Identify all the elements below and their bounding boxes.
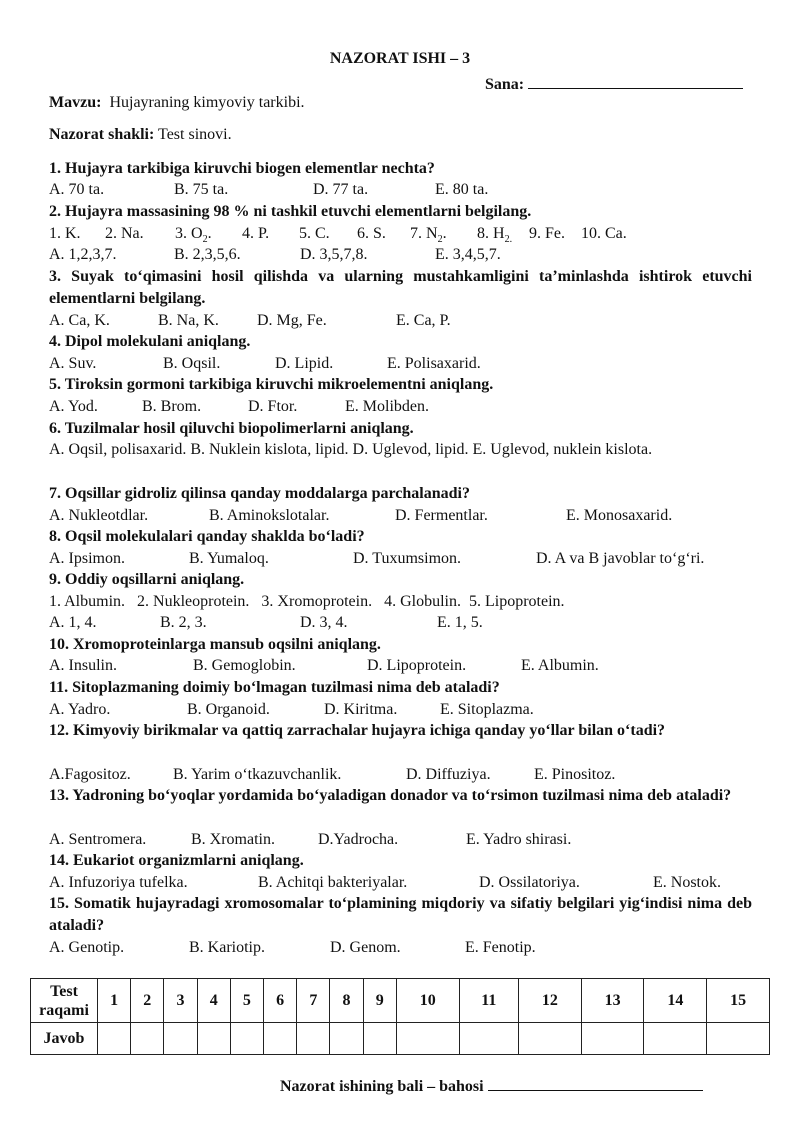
option: A. Ipsimon. [49,550,125,567]
answer-cell[interactable] [98,1023,131,1055]
form-line [49,126,232,144]
question-5: 5. Tiroksin gormoni tarkibiga kiruvchi mikroelementni aniqlang. [49,376,494,393]
topic-line [49,94,305,112]
question-4: 4. Dipol molekulani aniqlang. [49,333,251,350]
option: A. Genotip. [49,939,125,956]
score-blank-line [488,1076,703,1091]
answer-cell[interactable] [459,1023,518,1055]
option: E. Fenotip. [465,939,536,956]
option: E. Polisaxarid. [387,355,481,372]
option: D. Tuxumsimon. [353,550,462,567]
question-number-cell: 3 [164,979,197,1023]
list-item: 1. K. [49,225,81,242]
question-11: 11. Sitoplazmaning doimiy bo‘lmagan tuzilmasi nima deb ataladi? [49,679,500,696]
options-9 [49,612,759,634]
question-3: 3. Suyak to‘qimasini hosil qilishda va ularning mustahkamligini ta’minlashda ishtirok etuvchi elementlarni belgilang. [49,268,752,307]
option: E. Monosaxarid. [566,507,673,524]
option: E. Sitoplazma. [440,701,534,718]
options-1 [49,179,759,201]
option: A.Fagositoz. [49,766,131,783]
question-number-cell: 15 [707,979,770,1023]
option: E. 3,4,5,7. [435,246,501,263]
option: D. 3, 4. [300,614,348,631]
options-8 [49,548,759,570]
option: B. Kariotip. [189,939,265,956]
question-8: 8. Oqsil molekulalari qanday shaklda bo‘ladi? [49,528,365,545]
question-12: 12. Kimyoviy birikmalar va qattiq zarrachalar hujayra ichiga qanday yo‘llar bilan o‘tadi? [49,722,666,739]
list-item: 2. Na. [105,225,144,242]
option: A. Sentromera. [49,831,147,848]
option: D. Kiritma. [324,701,398,718]
option: A. Nukleotdlar. [49,507,149,524]
answer-cell[interactable] [230,1023,263,1055]
answer-cell[interactable] [264,1023,297,1055]
test-number-label: Test raqami [31,979,98,1023]
answer-cell[interactable] [330,1023,363,1055]
option: A. Ca, K. [49,312,110,329]
answer-cell[interactable] [644,1023,707,1055]
form-value: Test sinovi. [158,126,232,143]
topic-value: Hujayraning kimyoviy tarkibi. [109,94,305,111]
answer-row [31,1023,770,1055]
option: A. 70 ta. [49,181,105,198]
question-number-cell: 9 [363,979,396,1023]
question-number-cell: 4 [197,979,230,1023]
answer-table [30,978,770,1055]
question-number-cell: 2 [131,979,164,1023]
option: B. Organoid. [187,701,270,718]
options-13 [49,829,759,851]
option: D.Yadrocha. [318,831,399,848]
answer-cell[interactable] [297,1023,330,1055]
option: D. 3,5,7,8. [300,246,368,263]
options-6: A. Oqsil, polisaxarid. B. Nuklein kislota, lipid. D. Uglevod, lipid. E. Uglevod, nuklein kislota. [49,441,653,458]
options-3 [49,310,759,332]
options-7 [49,505,759,527]
option: E. 80 ta. [435,181,489,198]
option: D. A va B javoblar to‘g‘ri. [536,550,705,567]
question-6: 6. Tuzilmalar hosil qiluvchi biopolimerlarni aniqlang. [49,420,414,437]
element-list-2 [49,223,759,245]
question-number-cell: 14 [644,979,707,1023]
list-item: 3. $O_2$. [175,225,212,246]
list-item: 4. P. [242,225,270,242]
topic-label: Mavzu: [49,94,102,111]
question-number-cell: 6 [264,979,297,1023]
answer-cell[interactable] [164,1023,197,1055]
option: B. Yumaloq. [189,550,269,567]
date-label: Sana: [485,76,525,93]
list-item: 6. S. [357,225,386,242]
option: E. Nostok. [653,874,721,891]
options-2 [49,244,759,266]
answer-cell[interactable] [396,1023,459,1055]
option: D. Lipoprotein. [367,657,467,674]
document-title: NAZORAT ISHI – 3 [329,50,471,67]
option: D. Mg, Fe. [257,312,327,329]
option: D. 77 ta. [313,181,369,198]
question-number-cell: 8 [330,979,363,1023]
list-item: 5. C. [299,225,330,242]
option: B. Gemoglobin. [193,657,296,674]
test-number-row [31,979,770,1023]
question-number-cell: 11 [459,979,518,1023]
question-1: 1. Hujayra tarkibiga kiruvchi biogen elementlar nechta? [49,160,435,177]
option: D. Genom. [330,939,401,956]
option: B. 75 ta. [174,181,229,198]
option: D. Ossilatoriya. [479,874,580,891]
date-field [485,74,743,94]
question-13: 13. Yadroning bo‘yoqlar yordamida bo‘yaladigan donador va to‘rsimon tuzilmasi nima deb ataladi? [49,787,732,804]
option: E. Pinositoz. [534,766,616,783]
option: A. Yadro. [49,701,111,718]
score-label: Nazorat ishining bali – bahosi [280,1078,484,1095]
option: E. Molibden. [345,398,429,415]
options-10 [49,655,759,677]
list-item: 8. $H_{2.}$ [477,225,513,246]
answer-cell[interactable] [363,1023,396,1055]
options-14 [49,872,759,894]
option: E. 1, 5. [437,614,483,631]
options-4 [49,353,759,375]
option: D. Fermentlar. [395,507,488,524]
option: D. Diffuziya. [406,766,491,783]
option: D. Lipid. [275,355,334,372]
question-10: 10. Xromoproteinlarga mansub oqsilni aniqlang. [49,636,381,653]
option: B. Yarim o‘tkazuvchanlik. [173,766,342,783]
option: E. Yadro shirasi. [466,831,572,848]
option: A. Suv. [49,355,97,372]
option: A. Insulin. [49,657,117,674]
answer-cell[interactable] [519,1023,582,1055]
list-item: 10. Ca. [581,225,627,242]
option: B. Achitqi bakteriyalar. [258,874,408,891]
question-number-cell: 1 [98,979,131,1023]
options-11 [49,699,759,721]
score-field [280,1076,703,1096]
options-5 [49,396,759,418]
question-2: 2. Hujayra massasining 98 % ni tashkil etuvchi elementlarni belgilang. [49,203,532,220]
list-item: 9. Fe. [529,225,565,242]
option: B. 2,3,5,6. [174,246,241,263]
options-15 [49,937,759,959]
option: B. Xromatin. [191,831,275,848]
option: E. Ca, P. [396,312,451,329]
list-item: 7. $N_2$. [410,225,447,246]
option: B. Aminokslotalar. [209,507,330,524]
option: E. Albumin. [521,657,599,674]
date-blank-line [528,74,743,89]
question-number-cell: 12 [519,979,582,1023]
question-number-cell: 5 [230,979,263,1023]
option: B. 2, 3. [160,614,207,631]
answer-label: Javob [31,1023,98,1055]
answer-cell[interactable] [197,1023,230,1055]
option: A. Infuzoriya tufelka. [49,874,188,891]
answer-cell[interactable] [131,1023,164,1055]
form-label: Nazorat shakli: [49,126,155,143]
protein-list-9: 1. Albumin. 2. Nukleoprotein. 3. Xromoprotein. 4. Globulin. 5. Lipoprotein. [49,593,565,610]
option: A. 1, 4. [49,614,97,631]
answer-cell[interactable] [707,1023,770,1055]
option: A. 1,2,3,7. [49,246,117,263]
question-number-cell: 10 [396,979,459,1023]
question-number-cell: 13 [581,979,644,1023]
answer-cell[interactable] [581,1023,644,1055]
question-number-cell: 7 [297,979,330,1023]
option: B. Na, K. [158,312,219,329]
question-7: 7. Oqsillar gidroliz qilinsa qanday moddalarga parchalanadi? [49,485,470,502]
question-14: 14. Eukariot organizmlarni aniqlang. [49,852,304,869]
question-15: 15. Somatik hujayradagi xromosomalar to‘plamining miqdoriy va sifatiy belgilari yig‘indisi nima deb ataladi? [49,895,752,934]
option: A. Yod. [49,398,98,415]
options-12 [49,764,759,786]
option: D. Ftor. [248,398,298,415]
option: B. Brom. [142,398,202,415]
option: B. Oqsil. [163,355,221,372]
question-9: 9. Oddiy oqsillarni aniqlang. [49,571,245,588]
